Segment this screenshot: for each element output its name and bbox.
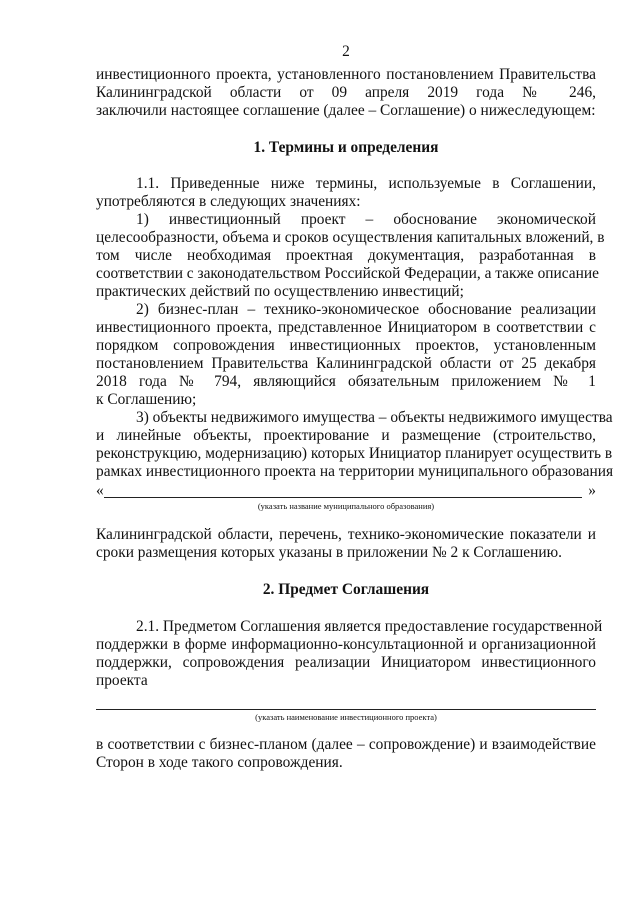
s1-line-16: реконструкцию, модернизацию) которых Инициатор планирует осуществить в	[96, 445, 613, 462]
quote-close: »	[588, 482, 596, 499]
s2-line-1: 2.1. Предметом Соглашения является предоставление государственной	[136, 618, 603, 635]
s1-line-7: практических действий по осуществлению инвестиций;	[96, 283, 464, 300]
s2-line-3: поддержки, сопровождения реализации Инициатором инвестиционного	[96, 654, 596, 671]
s1-line-11: постановлением Правительства Калининградской области от 25 декабря	[96, 355, 596, 372]
s2-after-line-2: Сторон в ходе такого сопровождения.	[96, 754, 343, 771]
section-1-heading: 1. Термины и определения	[253, 139, 439, 156]
s1-line-9: инвестиционного проекта, представленное Инициатором в соответствии с	[96, 319, 596, 336]
s1-line-2: употребляются в следующих значениях:	[96, 193, 361, 210]
project-blank-line	[96, 709, 596, 710]
s1-line-3: 1) инвестиционный проект – обоснование экономической	[136, 211, 596, 228]
s2-line-2: поддержки в форме информационно-консультационной и организационной	[96, 636, 596, 653]
intro-line-3: заключили настоящее соглашение (далее – Соглашение) о нижеследующем:	[96, 102, 596, 119]
s1-line-4: целесообразности, объема и сроков осуществления капитальных вложений, в	[96, 229, 605, 246]
s2-line-4: проекта	[96, 672, 148, 689]
s1-line-13: к Соглашению;	[96, 391, 197, 408]
s1-line-17: рамках инвестиционного проекта на территории муниципального образования	[96, 463, 614, 480]
s2-after-line-1: в соответствии с бизнес-планом (далее – сопровождение) и взаимодействие	[96, 736, 596, 753]
project-caption: (указать наименование инвестиционного проекта)	[255, 712, 437, 722]
page-number: 2	[342, 43, 350, 60]
quote-open: «	[96, 482, 104, 499]
s1-line-12: 2018 года № 794, являющийся обязательным приложением № 1	[96, 373, 596, 390]
intro-line-2: Калининградской области от 09 апреля 2019 года № 246,	[96, 84, 596, 101]
s1-line-8: 2) бизнес-план – технико-экономическое обоснование реализации	[136, 301, 596, 318]
s1-after-line-1: Калининградской области, перечень, технико-экономические показатели и	[96, 526, 596, 543]
s1-line-1: 1.1. Приведенные ниже термины, используемые в Соглашении,	[136, 175, 596, 192]
s1-line-10: порядком сопровождения инвестиционных проектов, установленным	[96, 337, 596, 354]
s1-line-5: том числе необходимая проектная документация, разработанная в	[96, 247, 596, 264]
section-2-heading: 2. Предмет Соглашения	[262, 581, 430, 598]
s1-line-6: соответствии с законодательством Российской Федерации, а также описание	[96, 265, 599, 282]
municipality-caption: (указать название муниципального образования)	[257, 501, 435, 511]
s1-line-15: и линейные объекты, проектирование и размещение (строительство,	[96, 427, 596, 444]
s1-after-line-2: сроки размещения которых указаны в приложении № 2 к Соглашению.	[96, 544, 562, 561]
intro-line-1: инвестиционного проекта, установленного постановлением Правительства	[96, 66, 596, 83]
s1-line-14: 3) объекты недвижимого имущества – объекты недвижимого имущества	[136, 409, 613, 426]
municipality-blank-line	[104, 497, 582, 498]
